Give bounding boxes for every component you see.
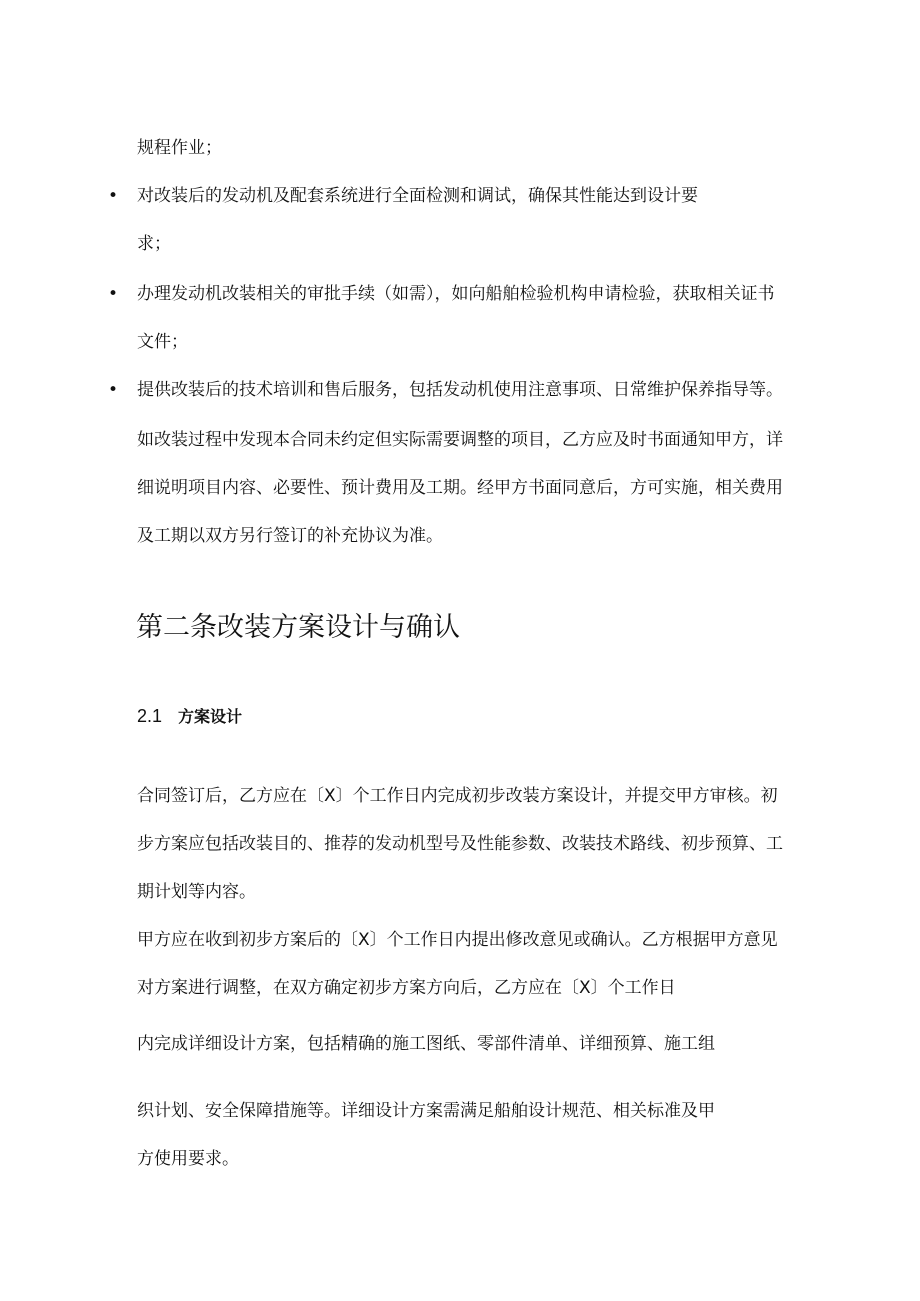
paragraph-3-line-3: 内完成详细设计方案，包括精确的施工图纸、零部件清单、详细预算、施工组 <box>137 1034 715 1054</box>
paragraph-3-line-2: 对方案进行调整，在双方确定初步方案方向后，乙方应在〔X〕个工作日 <box>137 978 676 998</box>
bullet-marker: • <box>108 380 119 400</box>
bullet-marker: • <box>108 284 119 304</box>
bullet-2-line-1: 办理发动机改装相关的审批手续（如需），如向船舶检验机构申请检验，获取相关证书 <box>137 284 775 304</box>
paragraph-2-line-3: 期计划等内容。 <box>137 882 256 902</box>
subsection-title: 方案设计 <box>178 707 243 726</box>
bullet-3-line-1: 提供改装后的技术培训和售后服务，包括发动机使用注意事项、日常维护保养指导等。 <box>137 380 783 400</box>
bullet-2-line-2: 文件； <box>137 332 188 352</box>
paragraph-2-line-1: 合同签订后，乙方应在〔X〕个工作日内完成初步改装方案设计，并提交甲方审核。初 <box>137 786 778 806</box>
continuation-line: 规程作业； <box>137 138 222 158</box>
paragraph-1-line-2: 细说明项目内容、必要性、预计费用及工期。经甲方书面同意后，方可实施，相关费用 <box>137 478 783 498</box>
bullet-1-line-1: 对改装后的发动机及配套系统进行全面检测和调试，确保其性能达到设计要 <box>137 186 698 206</box>
paragraph-1-line-1: 如改装过程中发现本合同未约定但实际需要调整的项目，乙方应及时书面通知甲方，详 <box>137 430 783 450</box>
bullet-1-line-2: 求； <box>137 234 171 254</box>
subsection-number: 2.1 <box>137 706 163 726</box>
paragraph-2-line-2: 步方案应包括改装目的、推荐的发动机型号及性能参数、改装技术路线、初步预算、工 <box>137 834 783 854</box>
section-heading: 第二条改装方案设计与确认 <box>136 612 460 643</box>
paragraph-3-line-4: 织计划、安全保障措施等。详细设计方案需满足船舶设计规范、相关标准及甲 <box>137 1101 715 1121</box>
bullet-marker: • <box>108 186 119 206</box>
paragraph-1-line-3: 及工期以双方另行签订的补充协议为准。 <box>137 526 443 546</box>
paragraph-3-line-5: 方使用要求。 <box>137 1149 239 1169</box>
paragraph-3-line-1: 甲方应在收到初步方案后的〔X〕个工作日内提出修改意见或确认。乙方根据甲方意见 <box>137 930 778 950</box>
